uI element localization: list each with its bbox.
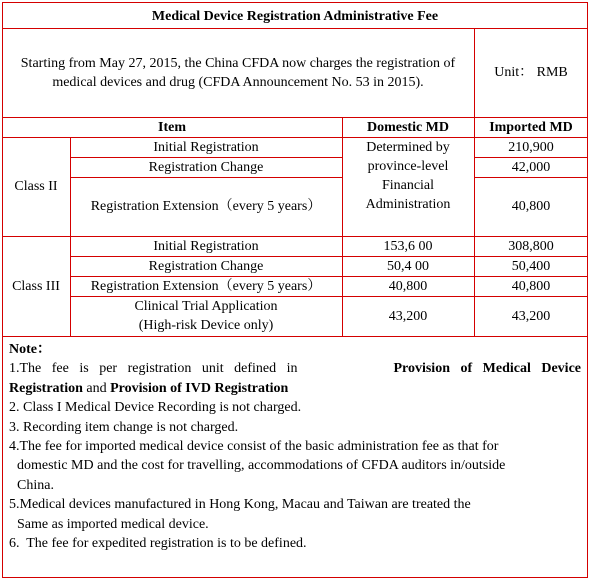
rule-c2-r2-imp (474, 177, 588, 178)
class2-item-initial: Initial Registration (153, 140, 259, 155)
header-imported: Imported MD (489, 120, 573, 135)
unit-label: Unit： RMB (494, 65, 568, 80)
note-1-line-1 (9, 359, 581, 378)
note-3: 3. Recording item change is not charged. (9, 419, 239, 435)
class2-domestic-line4: Administration (365, 197, 451, 212)
note-1-provision-ivd: Provision of IVD Registration (110, 380, 289, 396)
intro-line-2: medical devices and drug (CFDA Announcement No. 53 in 2015). (52, 75, 424, 90)
note-1-and: and (82, 380, 111, 396)
class2-imported-extension: 40,800 (511, 199, 551, 214)
class3-domestic-initial: 153,6 00 (383, 239, 433, 254)
class3-item-initial: Initial Registration (153, 239, 259, 254)
class3-imported-extension: 40,800 (511, 279, 551, 294)
notes-heading: Note： (9, 342, 51, 357)
class3-domestic-change: 50,4 00 (387, 259, 429, 274)
rule-table-end (2, 336, 588, 337)
header-domestic: Domestic MD (366, 120, 450, 135)
class2-domestic-line1: Determined by (366, 140, 450, 155)
note-2: 2. Class I Medical Device Recording is not charged. (9, 400, 302, 416)
class3-item-clinical-line1: Clinical Trial Application (134, 299, 278, 314)
note-4-line-2: domestic MD and the cost for travelling, accommodations of CFDA auditors in/outside (17, 458, 506, 474)
note-5-line-1: 5.Medical devices manufactured in Hong Kong, Macau and Taiwan are treated the (9, 497, 471, 513)
class3-item-clinical-line2: (High-risk Device only) (138, 318, 274, 333)
class2-domestic-line3: Financial (381, 178, 435, 193)
rule-c2-r2 (70, 177, 342, 178)
header-item: Item (158, 120, 186, 135)
class3-imported-initial: 308,800 (508, 239, 554, 254)
class2-label: Class II (14, 179, 58, 194)
class3-item-change: Registration Change (148, 259, 264, 274)
class2-imported-change: 42,000 (511, 160, 551, 175)
note-4-line-3: China. (17, 477, 54, 493)
class2-domestic-line2: province-level (367, 159, 449, 174)
note-4-line-1: 4.The fee for imported medical device consist of the basic administration fee as that for (9, 439, 499, 455)
notes-section (9, 340, 583, 553)
class3-imported-clinical: 43,200 (511, 309, 551, 324)
note-6: 6. The fee for expedited registration is to be defined. (9, 536, 307, 552)
note-1-text: 1.The fee is per registration unit defined in (9, 361, 298, 377)
class3-imported-change: 50,400 (511, 259, 551, 274)
class3-domestic-clinical: 43,200 (388, 309, 428, 324)
class3-item-extension: Registration Extension（every 5 years） (90, 279, 322, 294)
note-5-line-2: Same as imported medical device. (17, 516, 209, 532)
class3-domestic-extension: 40,800 (388, 279, 428, 294)
class3-label: Class III (12, 279, 60, 294)
class2-imported-initial: 210,900 (508, 140, 554, 155)
class2-item-change: Registration Change (148, 160, 264, 175)
note-1-provision-md: Provision of Medical Device (393, 361, 581, 377)
note-1-line-2 (9, 379, 583, 398)
class2-item-extension: Registration Extension（every 5 years） (90, 199, 322, 214)
rule-title (2, 28, 588, 29)
intro-line-1: Starting from May 27, 2015, the China CFDA now charges the registration of (20, 56, 456, 71)
page-title: Medical Device Registration Administrative Fee (151, 9, 439, 24)
note-1-registration: Registration (9, 380, 83, 396)
